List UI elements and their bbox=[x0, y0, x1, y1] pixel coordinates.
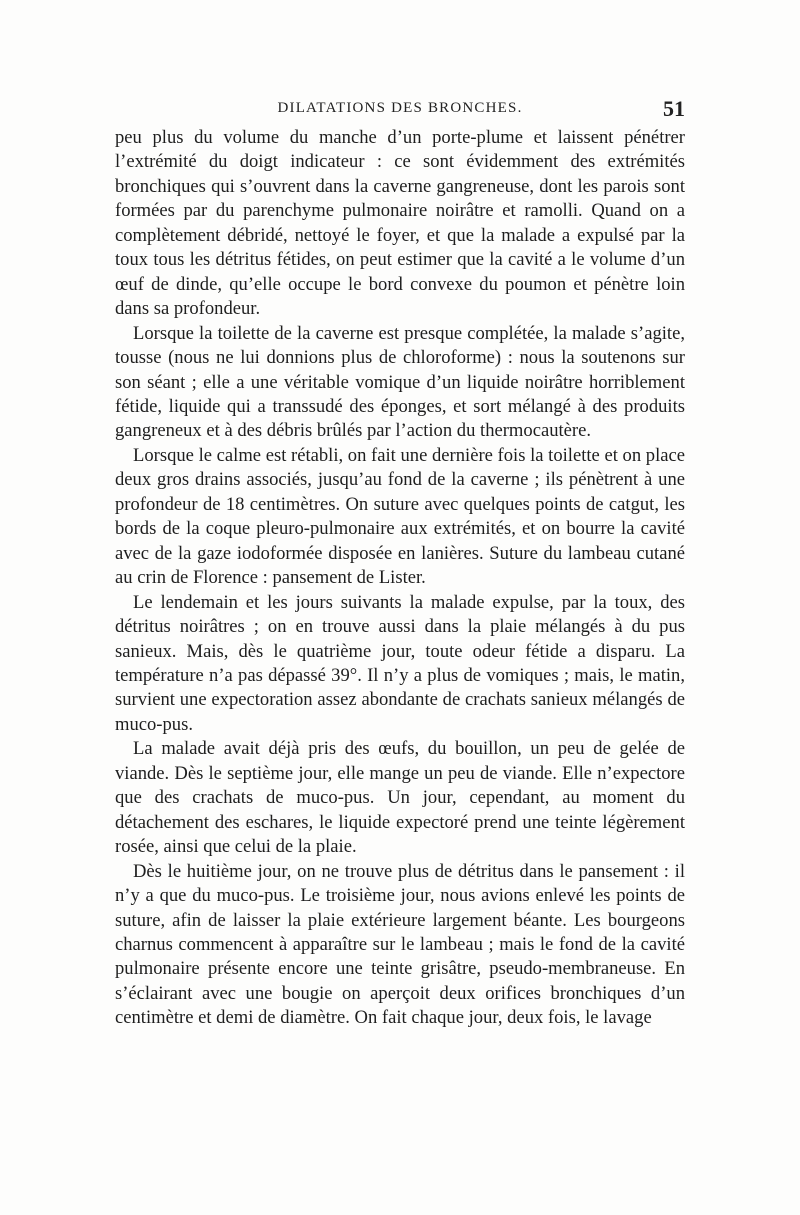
body-text bbox=[115, 126, 685, 1031]
running-title: DILATATIONS DES BRONCHES. bbox=[277, 100, 523, 116]
page-number: 51 bbox=[663, 96, 685, 121]
running-head bbox=[115, 96, 685, 124]
paragraph: Dès le huitième jour, on ne trouve plus de détritus dans le pansement : il n’y a que du muco-pus. Le troisième jour, nous avions enlevé les points de suture, afin de laisser la plaie extérieure largement béante. Les bourgeons charnus commencent à apparaître sur le lambeau ; mais le fond de la cavité pulmonaire présente encore une teinte grisâtre, pseudo-membraneuse. En s’éclairant avec une bougie on aperçoit deux orifices bronchiques d’un centimètre et demi de diamètre. On fait chaque jour, deux fois, le lavage bbox=[115, 860, 685, 1029]
paragraph-continued: peu plus du volume du manche d’un porte-plume et laissent pénétrer l’extrémité du doigt indicateur : ce sont évidemment des extrémités bronchiques qui s’ouvrent dans la caverne gangreneuse, dont les parois sont formées par du parenchyme pulmonaire noirâtre et ramolli. Quand on a complètement débridé, nettoyé le foyer, et que la malade a expulsé par la toux tous les détritus fétides, on peut estimer que la cavité a le volume d’un œuf de dinde, qu’elle occupe le bord convexe du poumon et pénètre loin dans sa profondeur. bbox=[115, 127, 685, 320]
paragraph: Lorsque la toilette de la caverne est presque complétée, la malade s’agite, tousse (nous ne lui donnions plus de chloroforme) : nous la soutenons sur son séant ; elle a une véritable vomique d’un liquide noirâtre horriblement fétide, liquide qui a transsudé des éponges, et sort mélangé à des produits gangreneux et à des débris brûlés par l’action du thermocautère. bbox=[115, 322, 685, 442]
paragraph: Lorsque le calme est rétabli, on fait une dernière fois la toilette et on place deux gros drains associés, jusqu’au fond de la caverne ; ils pénètrent à une profondeur de 18 centimètres. On suture avec quelques points de catgut, les bords de la coque pleuro-pulmonaire aux extrémités, et on bourre la cavité avec de la gaze iodoformée disposée en lanières. Suture du lambeau cutané au crin de Florence : pansement de Lister. bbox=[115, 444, 685, 589]
paragraph: Le lendemain et les jours suivants la malade expulse, par la toux, des détritus noirâtres ; on en trouve aussi dans la plaie mélangés à du pus sanieux. Mais, dès le quatrième jour, toute odeur fétide a disparu. La température n’a pas dépassé 39°. Il n’y a plus de vomiques ; mais, le matin, survient une expectoration assez abondante de crachats sanieux mélangés de muco-pus. bbox=[115, 591, 685, 735]
paragraph: La malade avait déjà pris des œufs, du bouillon, un peu de gelée de viande. Dès le septième jour, elle mange un peu de viande. Elle n’expectore que des crachats de muco-pus. Un jour, cependant, au moment du détachement des eschares, le liquide expectoré prend une teinte légèrement rosée, ainsi que celui de la plaie. bbox=[115, 738, 685, 858]
